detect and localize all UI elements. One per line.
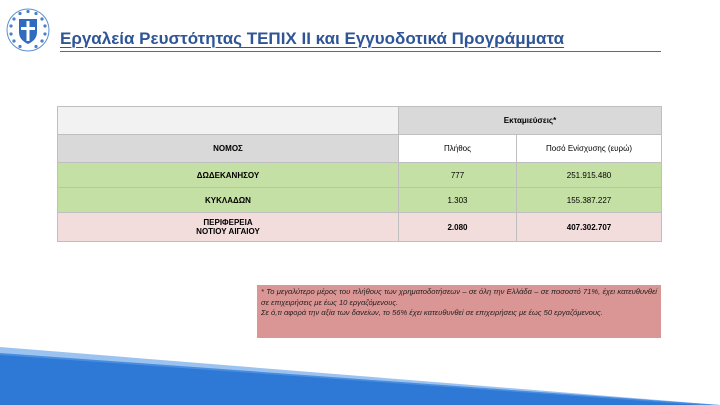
- total-region-cell: [58, 213, 399, 242]
- disbursements-table: [57, 106, 662, 242]
- table-row: [58, 188, 662, 213]
- table-column-header-row: [58, 135, 662, 163]
- amount-column-header: Ποσό Ενίσχυσης (ευρώ): [517, 135, 662, 163]
- region-column-header: ΝΟΜΟΣ: [58, 135, 399, 163]
- table-empty-cell: [58, 107, 399, 135]
- page-title: Εργαλεία Ρευστότητας ΤΕΠΙΧ ΙΙ και Εγγυοδοτικά Προγράμματα: [60, 29, 565, 48]
- count-cell: 777: [399, 163, 517, 188]
- region-cell: ΚΥΚΛΑΔΩΝ: [58, 188, 399, 213]
- table-group-header-row: [58, 107, 662, 135]
- region-cell: ΔΩΔΕΚΑΝΗΣΟΥ: [58, 163, 399, 188]
- count-column-header: Πλήθος: [399, 135, 517, 163]
- total-region-line2: ΝΟΤΙΟΥ ΑΙΓΑΙΟΥ: [196, 227, 260, 236]
- amount-cell: 155.387.227: [517, 188, 662, 213]
- footnote-box: [257, 285, 661, 338]
- decorative-footer-band: [0, 345, 720, 405]
- title-divider: [60, 51, 661, 52]
- table-row: [58, 163, 662, 188]
- footnote-line2: Σε ό,τι αφορά την αξία των δανείων, το 56% έχει κατευθυνθεί σε επιχειρήσεις με έως 50 εργαζόμενους.: [261, 308, 603, 318]
- count-cell: 1.303: [399, 188, 517, 213]
- total-region-line1: ΠΕΡΙΦΕΡΕΙΑ: [203, 218, 253, 227]
- disbursements-header: Εκταμιεύσεις*: [399, 107, 662, 135]
- amount-cell: 251.915.480: [517, 163, 662, 188]
- greek-emblem-icon: [6, 8, 50, 52]
- total-count-cell: 2.080: [399, 213, 517, 242]
- footnote-line1: * Το μεγαλύτερο μέρος του πλήθους των χρηματοδοτήσεων – σε όλη την Ελλάδα – σε ποσοστό 71%, έχει κατευθυνθεί σε επιχειρήσεις με έως 10 εργαζόμενους.: [261, 287, 657, 307]
- table-total-row: [58, 213, 662, 242]
- total-amount-cell: 407.302.707: [517, 213, 662, 242]
